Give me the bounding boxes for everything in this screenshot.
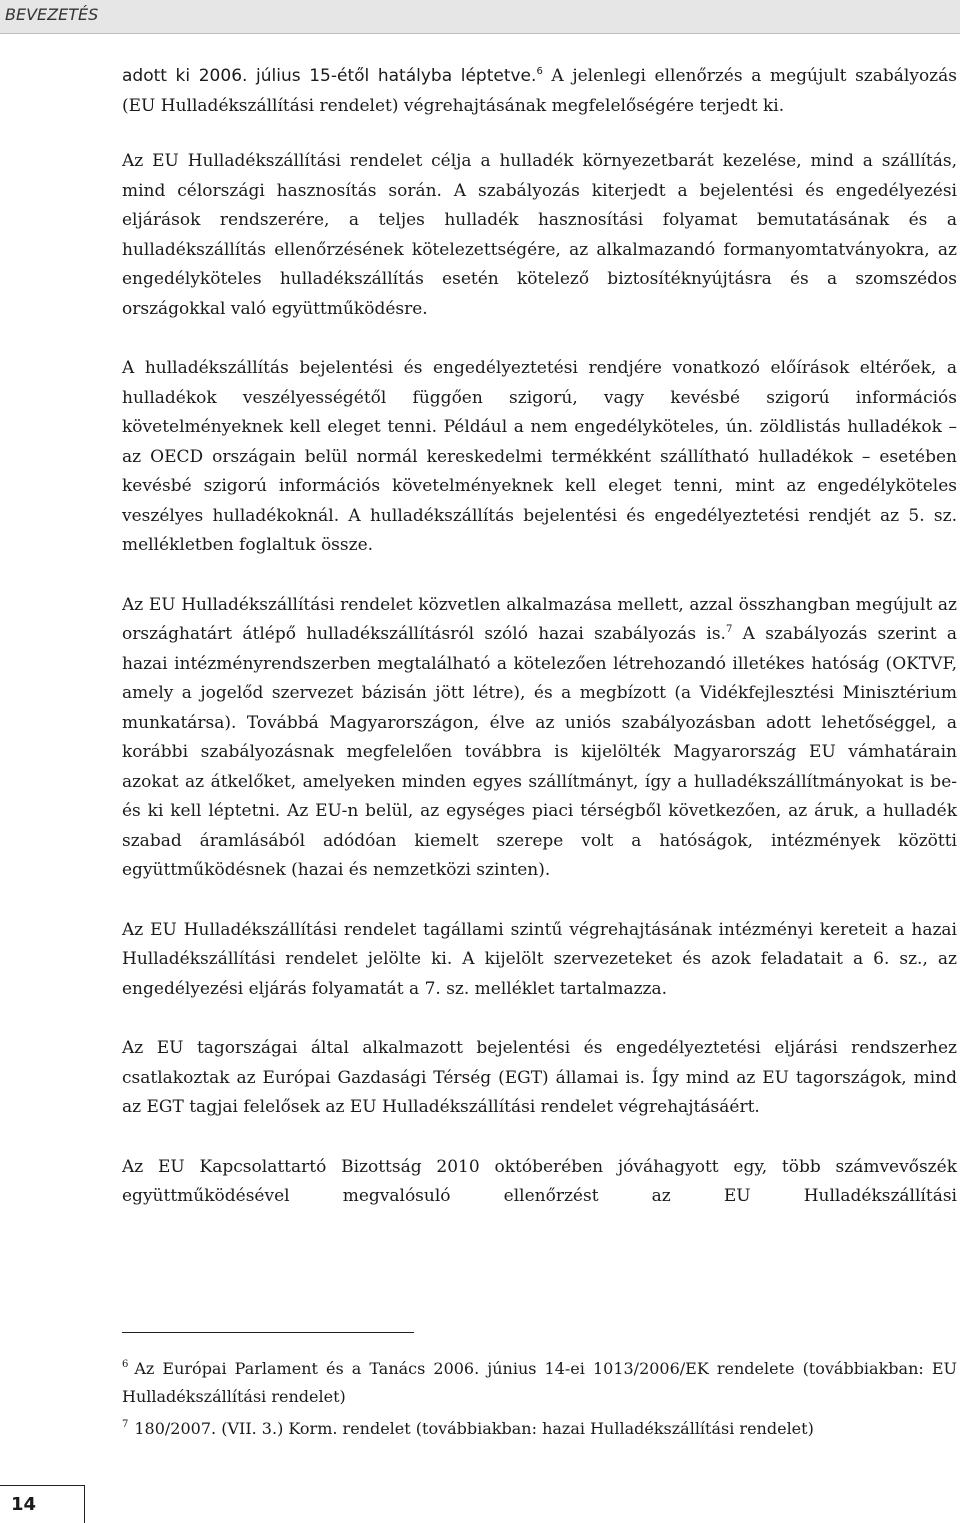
paragraph-1-text-b: A jelenlegi ellenőrzés a megújult szabályozás (EU Hulladékszállítási rendelet) végrehajtásának megfelelőségére terjedt ki. <box>122 66 957 116</box>
paragraph-4-text-b: A szabályozás szerint a hazai intézményrendszerben megtalálható a kötelezően létrehozandó illetékes hatóság (OKTVF, amely a jogelőd szervezet bázisán jött létre), és a megbízott (a Vidékfejlesztési Minisztérium munkatársa). Továbbá Magyarországon, élve az uniós szabályozásban adott lehetőséggel, a korábbi szabályozásnak megfelelően továbbra is kijelölték Magyarország EU vámhatárain azokat az átkelőket, amelyeken minden egyes szállítmányt, így a hulladékszállítmányokat is be- és ki kell léptetni. Az EU-n belül, az egységes piaci térségből következően, az áruk, a hulladék szabad áramlásából adódóan kiemelt szerepe volt a hatóságok, intézmények közötti együttműködésnek (hazai és nemzetközi szinten). <box>122 624 958 880</box>
paragraph-4 <box>122 591 957 886</box>
section-title: BEVEZETÉS <box>5 5 99 24</box>
footnote-ref-7: 7 <box>725 624 733 635</box>
footnotes <box>122 1355 957 1447</box>
page-number: 14 <box>11 1494 37 1515</box>
footnote-number: 6 <box>122 1359 129 1370</box>
footnote-text: 180/2007. (VII. 3.) Korm. rendelet (továbbiakban: hazai Hulladékszállítási rendelet) <box>134 1419 814 1438</box>
page-header <box>0 0 960 34</box>
footnote-6 <box>122 1355 957 1411</box>
paragraph-7: Az EU Kapcsolattartó Bizottság 2010 októberében jóváhagyott egy, több számvevőszék együttműködésével megvalósuló ellenőrzést az EU Hulladékszállítási <box>122 1156 957 1206</box>
body-text <box>122 62 957 1242</box>
paragraph-6: Az EU tagországai által alkalmazott bejelentési és engedélyeztetési eljárási rendszerhez csatlakoztak az Európai Gazdasági Térség (EGT) államai is. Így mind az EU tagországok, mind az EGT tagjai felelősek az EU Hulladékszállítási rendelet végrehajtásáért. <box>122 1038 957 1117</box>
footnote-number: 7 <box>122 1419 129 1430</box>
paragraph-1 <box>122 62 957 121</box>
footnote-text: Az Európai Parlament és a Tanács 2006. június 14-ei 1013/2006/EK rendelete (továbbiakban: EU Hulladékszállítási rendelet) <box>122 1359 957 1406</box>
paragraph-1-text-a: adott ki 2006. július 15-étől hatályba léptetve. <box>122 66 537 86</box>
paragraph-3: A hulladékszállítás bejelentési és engedélyeztetési rendjére vonatkozó előírások eltérőek, a hulladékok veszélyességétől függően szigorú, vagy kevésbé szigorú információs követelményeknek kell eleget tenni. Például a nem engedélyköteles, ún. zöldlistás hulladékok – az OECD országain belül normál kereskedelmi termékként szállítható hulladékok – esetében kevésbé szigorú információs követelményeknek kell eleget tenni, mint az engedélyköteles veszélyes hulladékoknál. A hulladékszállítás bejelentési és engedélyeztetési rendjét az 5. sz. mellékletben foglaltuk össze. <box>122 358 957 555</box>
page-number-box <box>0 1485 85 1523</box>
paragraph-5: Az EU Hulladékszállítási rendelet tagállami szintű végrehajtásának intézményi kereteit a hazai Hulladékszállítási rendelet jelölte ki. A kijelölt szervezeteket és azok feladatait a 6. sz., az engedélyezési eljárás folyamatát a 7. sz. melléklet tartalmazza. <box>122 919 957 999</box>
footnote-divider <box>122 1332 414 1333</box>
paragraph-4-text-a: Az EU Hulladékszállítási rendelet közvetlen alkalmazása mellett, azzal összhangban megújult az országhatárt átlépő hulladékszállításról szóló hazai szabályozás is. <box>122 594 957 644</box>
paragraph-2: Az EU Hulladékszállítási rendelet célja a hulladék környezetbarát kezelése, mind a szállítás, mind célországi hasznosítás során. A szabályozás kiterjedt a bejelentési és engedélyezési eljárások rendszerére, a teljes hulladék hasznosítási folyamat bemutatásának és a hulladékszállítás ellenőrzésének kötelezettségére, az alkalmazandó formanyomtatványokra, az engedélyköteles hulladékszállítás esetén kötelező biztosítéknyújtásra és a szomszédos országokkal való együttműködésre. <box>122 151 957 319</box>
footnote-ref-6: 6 <box>536 66 543 77</box>
footnote-7 <box>122 1415 957 1443</box>
